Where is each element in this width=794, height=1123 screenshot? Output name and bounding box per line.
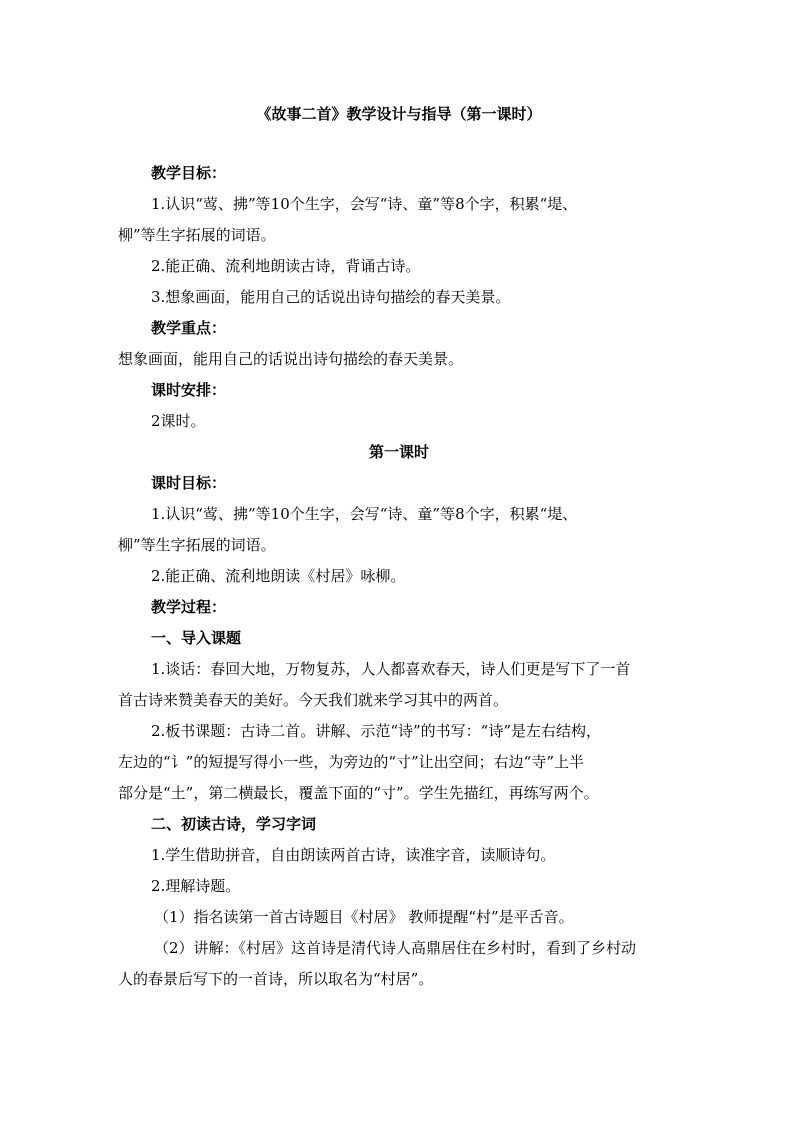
paragraph-line: 2课时。 [151, 412, 206, 430]
document-body [118, 158, 680, 995]
paragraph-line: 部分是“土”，第二横最长，覆盖下面的“寸”。学生先描红，再练写两个。 [118, 784, 599, 802]
section-heading: 教学过程： [151, 598, 227, 616]
paragraph-line: 柳”等生字拓展的词语。 [118, 536, 276, 554]
paragraph-line: 2.能正确、流利地朗读古诗，背诵古诗。 [151, 257, 421, 275]
paragraph-line: （2）讲解：《村居》这首诗是清代诗人高鼎居住在乡村时，看到了乡村动 [154, 939, 637, 957]
paragraph-line: 2.板书课题：古诗二首。讲解、示范“诗”的书写：“诗”是左右结构， [151, 722, 601, 740]
paragraph-line: 1.谈话：春回大地，万物复苏，人人都喜欢春天，诗人们更是写下了一首 [151, 660, 631, 678]
section-heading: 一、导入课题 [151, 629, 242, 647]
paragraph-line: 首古诗来赞美春天的美好。今天我们就来学习其中的两首。 [118, 691, 509, 709]
paragraph-line: 人的春景后写下的一首诗，所以取名为“村居”。 [118, 970, 434, 988]
section-heading: 二、初读古诗，学习字词 [151, 815, 317, 833]
document-title: 《故事二首》教学设计与指导（第一课时） [256, 105, 542, 123]
paragraph-line: 2.理解诗题。 [151, 877, 241, 895]
paragraph-line: 1.认识“莺、拂”等10个生字，会写“诗、童”等8个字，积累“堤、 [151, 195, 578, 213]
section-heading: 教学目标： [151, 164, 227, 182]
paragraph-line: 1.认识“莺、拂”等10个生字，会写“诗、童”等8个字，积累“堤、 [151, 505, 578, 523]
paragraph-line: 柳”等生字拓展的词语。 [118, 226, 276, 244]
paragraph-line: （1）指名读第一首古诗题目《村居》 教师提醒“村”是平舌音。 [154, 908, 574, 926]
section-heading: 教学重点： [151, 319, 227, 337]
paragraph-line: 3.想象画面，能用自己的话说出诗句描绘的春天美景。 [151, 288, 511, 306]
paragraph-line: 2.能正确、流利地朗读《村居》咏柳。 [151, 567, 406, 585]
section-heading: 第一课时 [368, 443, 429, 461]
paragraph-line: 左边的“讠”的短提写得小一些，为旁边的“寸”让出空间；右边“寺”上半 [118, 753, 585, 771]
document-page [118, 96, 680, 995]
paragraph-line: 想象画面，能用自己的话说出诗句描绘的春天美景。 [118, 350, 464, 368]
section-heading: 课时安排： [151, 381, 227, 399]
section-heading: 课时目标： [151, 474, 227, 492]
paragraph-line: 1.学生借助拼音，自由朗读两首古诗，读准字音，读顺诗句。 [151, 846, 556, 864]
